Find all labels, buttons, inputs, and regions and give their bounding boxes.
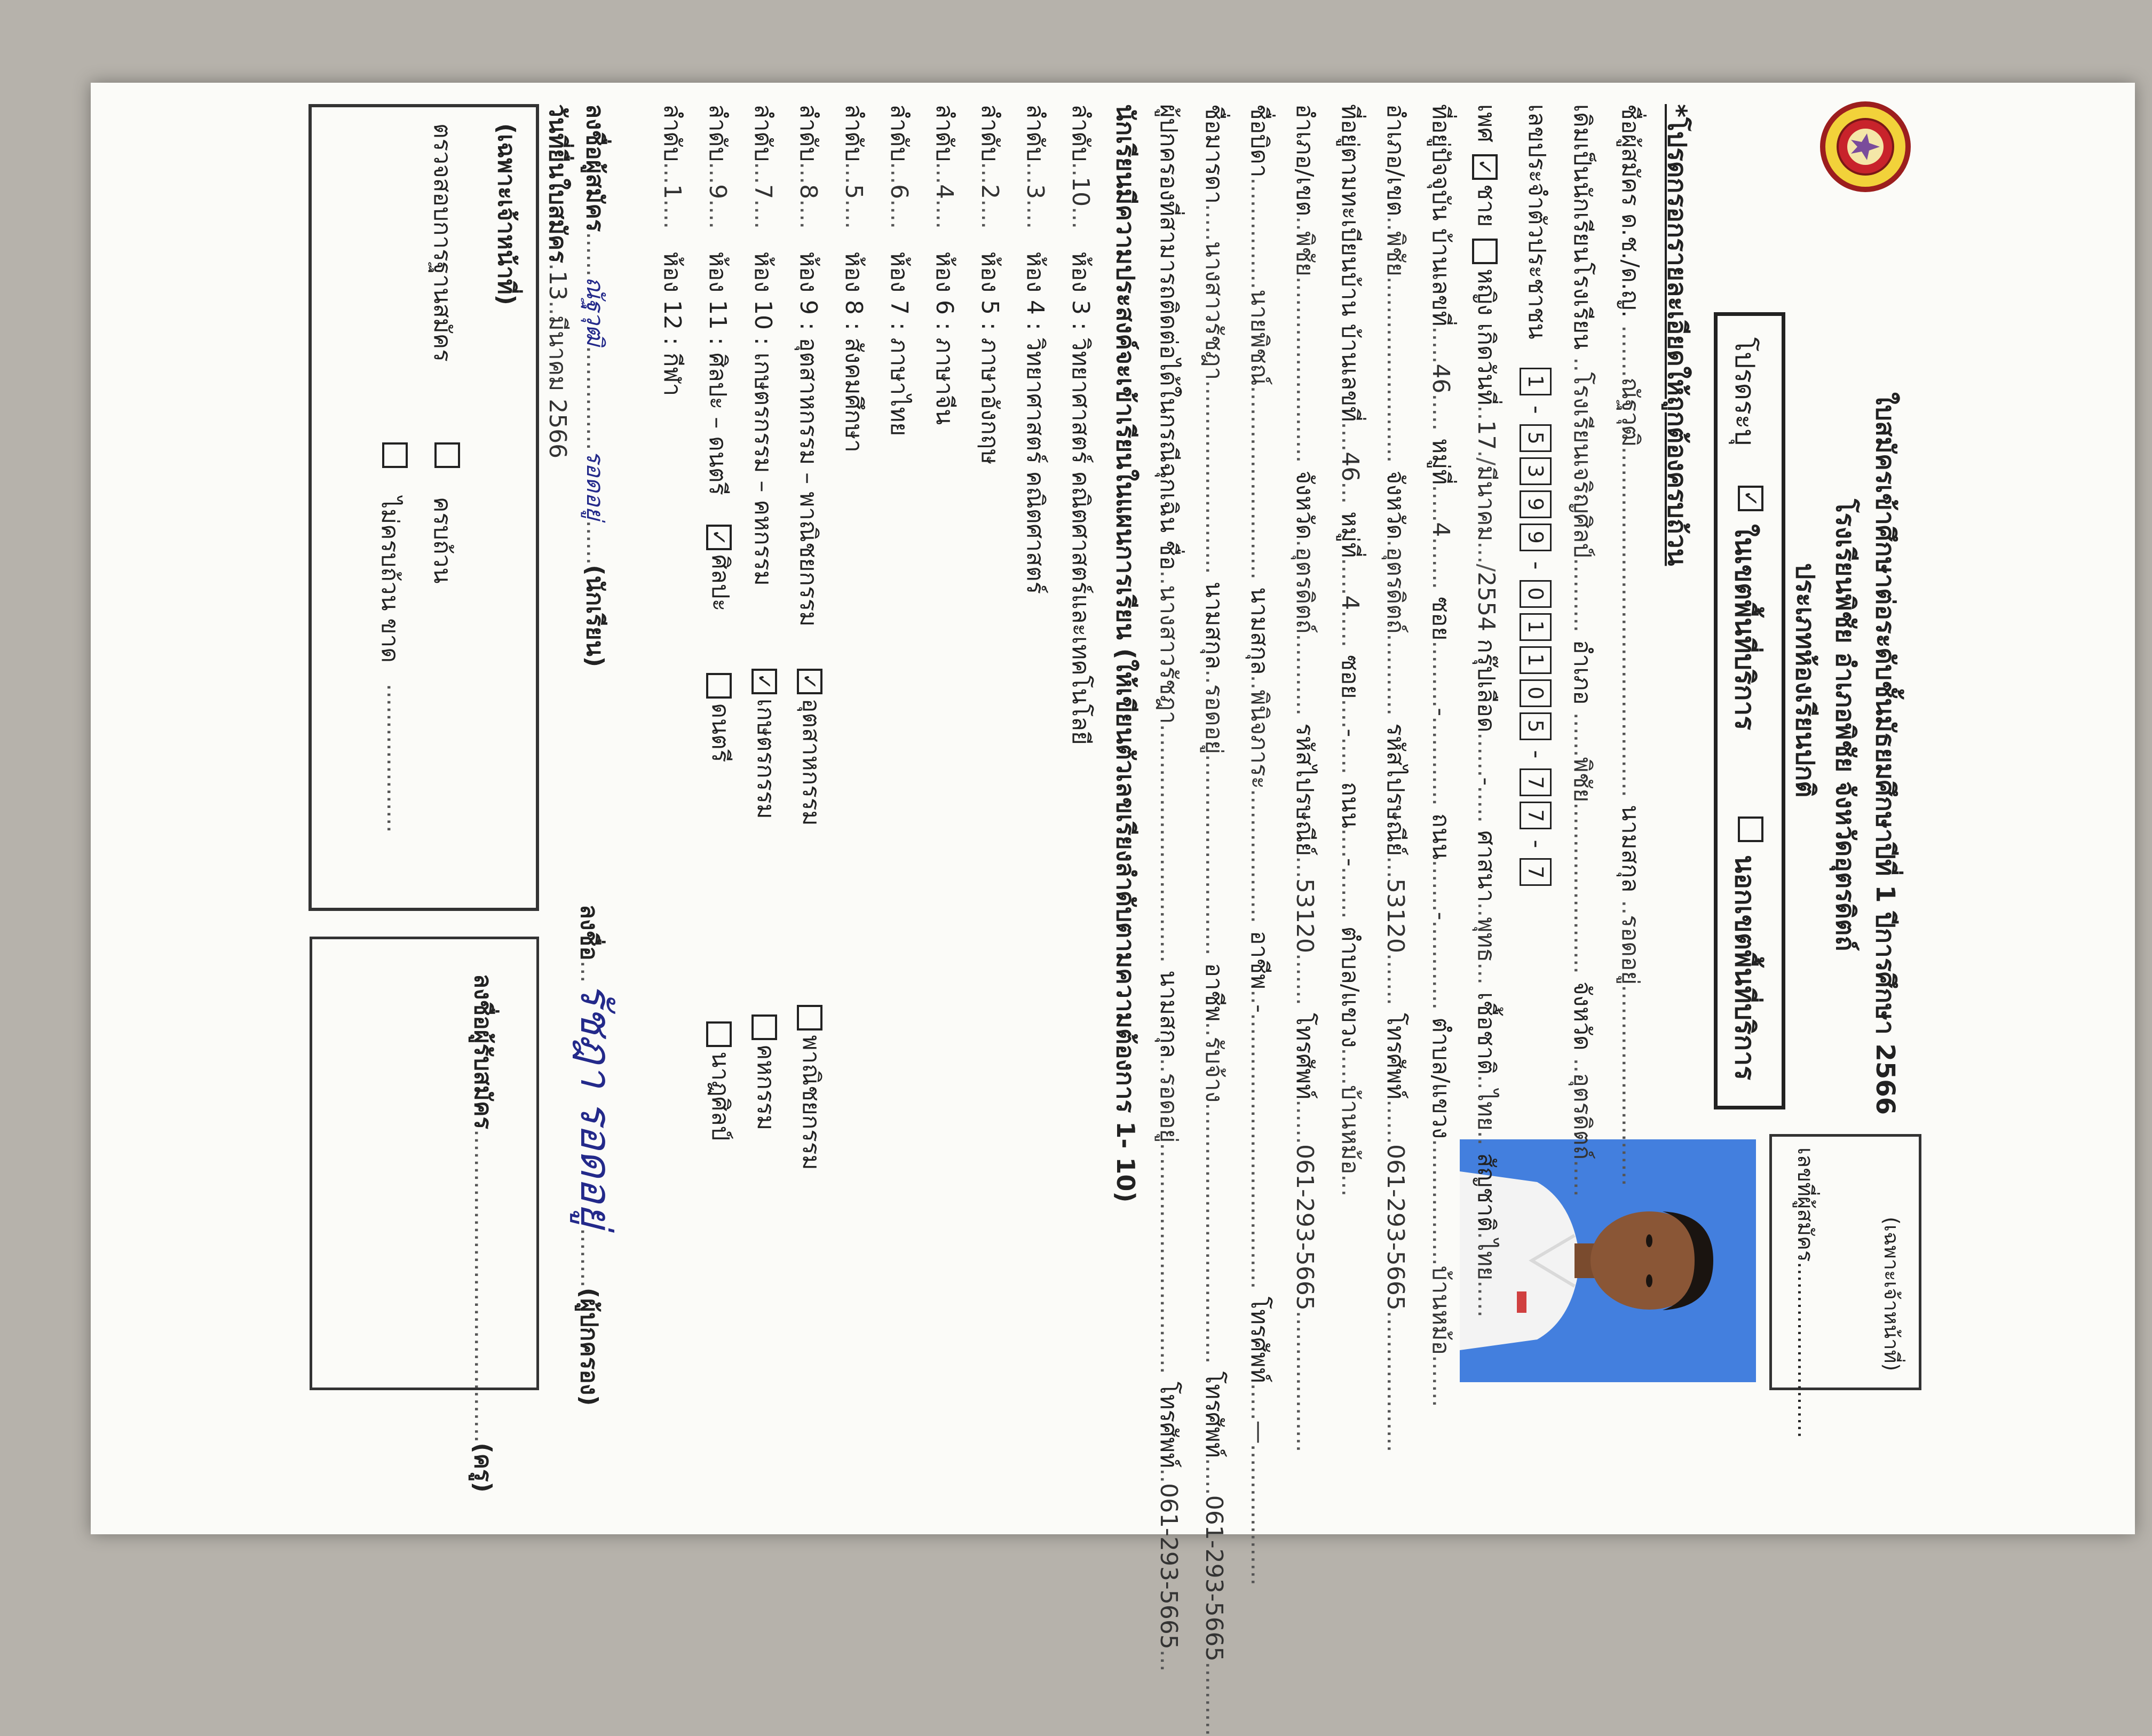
instruction-text: *โปรดกรอกรายละเอียดให้ถูกต้องครบถ้วน (1662, 104, 1692, 566)
reg-soi-label: ซอย (1336, 655, 1364, 699)
guardian-label: ผู้ปกครองที่สามารถติดต่อได้ในกรณีฉุกเฉิน ชื่อ (1155, 104, 1182, 570)
registered-address-row-2: อำเภอ/เขต..พิชัย......................... จังหวัด.อุตรดิตถ์........... รหัสไปรษณีย์...53120....... โทรศัพท์......061-293-5665................... (1291, 104, 1318, 1453)
id-label: เลขประจำตัวประชาชน (1523, 104, 1550, 339)
personal-row: เพศ ✓ชาย หญิง เกิดวันที่..17./มีนาคม.../2554 กรุ๊ปเลือด......-..... ศาสนา..พุทธ... เชื้อชาติ..ไทย.. สัญชาติ.ไทย..... (1473, 104, 1500, 1318)
tambon-label: ตำบล/แขวง (1427, 1017, 1454, 1139)
guardian-role: (ผู้ปกครอง) (575, 1287, 603, 1406)
service-area-prefix: โปรดระบุ (1729, 337, 1760, 446)
school-seal-logo (1820, 101, 1911, 192)
father-name-field[interactable]: นายพิชณ์ (1246, 289, 1273, 386)
birth-year-field[interactable]: 2554 (1473, 572, 1500, 632)
guardian-signature-label: ลงชื่อ (575, 905, 603, 961)
soi-field[interactable]: - (1427, 708, 1454, 717)
form-content (0, 93, 1932, 1736)
race-label: เชื้อชาติ (1473, 992, 1500, 1075)
apply-date-row: วันที่ยื่นใบสมัคร.13..มีนาคม 2566 (544, 104, 571, 459)
receiver-role: (ครู) (469, 1442, 496, 1493)
official-box-title: (เฉพาะเจ้าหน้าที่) (1880, 1217, 1903, 1372)
id-separator: - (1523, 750, 1550, 759)
room-label: ห้อง 7 : ภาษาไทย (885, 251, 913, 437)
nationality-label: สัญชาติ (1473, 1153, 1500, 1232)
mother-occupation-label: อาชีพ (1200, 963, 1228, 1022)
mother-row: ชื่อมารดา.....นางสาวรัชฎา.......................... นามสกุล..รอดอยู่........................... อาชีพ..รับจ้าง................................... โทรศัพท์.....061-293-5665.......... (1200, 104, 1228, 1736)
order-field[interactable]: 4 (931, 184, 958, 200)
receiver-signature-row: ลงชื่อผู้รับสมัคร..........................................(ครู) (469, 974, 496, 1493)
id-digit[interactable]: 3 (1520, 457, 1552, 485)
applicant-signature-row: ลงชื่อผู้สมัคร......ณัฐวุฒิ..............รอดอยู่......(นักเรียน) (581, 104, 608, 667)
id-digit[interactable]: 9 (1520, 490, 1552, 518)
amphoe-label: อำเภอ/เขต (1382, 104, 1409, 217)
father-phone-label: โทรศัพท์ (1246, 1296, 1273, 1383)
name-row: ชื่อผู้สมัคร ด.ช./ด.ญ. .......ณัฐวุฒิ............................................... นามสกุล ..รอดอยู่........................... (1617, 104, 1644, 1186)
reg-road-label: ถนน (1336, 782, 1364, 828)
reg-moo-field[interactable]: 4 (1336, 595, 1364, 611)
guardian-row: ผู้ปกครองที่สามารถติดต่อได้ในกรณีฉุกเฉิน ชื่อ..นางสาวรัชฎา................................ นามสกุล..รอดอยู่............................... โทรศัพท์..061-293-5665... (1155, 104, 1182, 1672)
female-checkbox[interactable] (1472, 239, 1498, 264)
receiver-signature-label: ลงชื่อผู้รับสมัคร (469, 974, 496, 1130)
soi-label: ซอย (1427, 597, 1454, 641)
current-address-row-2: อำเภอ/เขต..พิชัย......................... จังหวัด.อุตรดิตถ์........... รหัสไปรษณีย์...53120....... โทรศัพท์......061-293-5665................... (1382, 104, 1409, 1453)
prev-province-field[interactable]: อุตรดิตถ์ (1569, 1073, 1596, 1160)
industry-label: อุตสาหกรรม (797, 699, 825, 826)
order-field[interactable]: 8 (795, 184, 822, 200)
reg-tambon-label: ตำบล/แขวง (1336, 926, 1364, 1048)
blood-label: กรุ๊ปเลือด (1473, 639, 1500, 733)
male-checkbox[interactable]: ✓ (1472, 154, 1498, 180)
order-label: ลำดับ (840, 104, 867, 162)
application-form-paper (91, 83, 2135, 1736)
sex-label: เพศ (1473, 104, 1500, 142)
father-label: ชื่อบิดา (1246, 104, 1273, 178)
order-label: ลำดับ (976, 104, 1003, 162)
dance-label: นาฏศิลป์ (707, 1051, 734, 1141)
preference-row: ลำดับ...3.... ห้อง 4 : วิทยาศาสตร์ คณิตศาสตร์ (1022, 104, 1049, 594)
order-label: ลำดับ (931, 104, 958, 162)
document-check-label: ตรวจสอบการฐานสมัคร (429, 123, 456, 362)
in-area-label: ในเขตพื้นที่บริการ (1729, 524, 1760, 731)
order-label: ลำดับ (704, 104, 731, 162)
mother-phone-label: โทรศัพท์ (1200, 1371, 1228, 1458)
tambon-field[interactable]: บ้านหม้อ (1427, 1265, 1454, 1355)
school-name: โรงเรียนพิชัย อำเภอพิชัย จังหวัดอุตรดิตถ์ (1830, 499, 1860, 952)
father-occupation-label: อาชีพ (1246, 931, 1273, 990)
reg-soi-field[interactable]: - (1336, 728, 1364, 738)
applicant-role: (นักเรียน) (581, 565, 608, 667)
room-label: ห้อง 10 : เกษตรกรรม – คหกรรม (749, 251, 777, 586)
guardian-surname-label: นามสกุล (1155, 970, 1182, 1058)
complete-checkbox[interactable] (434, 442, 460, 468)
sub-options-room11 (702, 520, 739, 1140)
address-no-field[interactable]: 46 (1427, 363, 1454, 394)
room-label: ห้อง 5 : ภาษาอังกฤษ (976, 251, 1003, 465)
id-separator: - (1523, 561, 1550, 570)
room-label: ห้อง 11 : ศิลปะ – ดนตรี (704, 251, 731, 496)
preference-row: ลำดับ...2.... ห้อง 5 : ภาษาอังกฤษ (976, 104, 1003, 465)
order-field[interactable]: 3 (1022, 184, 1049, 200)
id-digit[interactable]: 7 (1520, 858, 1552, 886)
agriculture-label: เกษตรกรรม (752, 699, 779, 819)
id-separator: - (1523, 405, 1550, 414)
reg-province-field[interactable]: อุตรดิตถ์ (1291, 547, 1318, 634)
mother-name-field[interactable]: นางสาวรัชฎา (1200, 241, 1228, 381)
preference-row: ลำดับ...8.... ห้อง 9 : อุตสาหกรรม – พาณิชยกรรม (795, 104, 822, 627)
surname-field[interactable]: รอดอยู่ (1617, 915, 1644, 985)
guardian-phone-label: โทรศัพท์ (1155, 1381, 1182, 1469)
preference-row: ลำดับ...4.... ห้อง 6 : ภาษาจีน (931, 104, 958, 425)
reg-postcode-field[interactable]: 53120 (1291, 878, 1318, 954)
music-checkbox[interactable] (706, 673, 732, 699)
art-label: ศิลปะ (707, 554, 734, 612)
id-digit[interactable]: 1 (1520, 646, 1552, 674)
reg-amphoe-field[interactable]: พิชัย (1291, 231, 1318, 276)
home-economics-label: คหกรรม (752, 1044, 779, 1131)
prev-province-label: จังหวัด (1569, 981, 1596, 1051)
reg-tambon-field[interactable]: บ้านหม้อ (1336, 1085, 1364, 1175)
service-area-box (1714, 312, 1785, 1109)
missing-items-field[interactable]: .................... (382, 684, 409, 833)
female-label: หญิง (1473, 268, 1500, 316)
nationality-field[interactable]: ไทย (1473, 1239, 1500, 1281)
father-surname-field[interactable]: พินิจภาระ (1246, 689, 1273, 789)
id-digit[interactable]: 5 (1520, 712, 1552, 740)
prev-amphoe-field[interactable]: พิชัย (1569, 757, 1596, 803)
phone-label: โทรศัพท์ (1382, 1012, 1409, 1100)
classroom-type: ประเภทห้องเรียนปกติ (1790, 563, 1820, 798)
religion-field[interactable]: พุทธ (1473, 917, 1500, 963)
province-field[interactable]: อุตรดิตถ์ (1382, 547, 1409, 634)
birth-day-field[interactable]: 17 (1473, 420, 1500, 450)
reg-phone-field[interactable]: 061-293-5665 (1291, 1144, 1318, 1311)
applicant-signature-label: ลงชื่อผู้สมัคร (581, 104, 608, 232)
receiver-box (310, 937, 539, 1390)
preference-row: ลำดับ...5.... ห้อง 8 : สังคมศึกษา (840, 104, 867, 453)
form-title: ใบสมัครเข้าศึกษาต่อระดับชั้นมัธยมศึกษาปีที่ 1 ปีการศึกษา 2566 (1870, 392, 1900, 1115)
father-surname-label: นามสกุล (1246, 587, 1273, 675)
commerce-label: พาณิชยกรรม (797, 1035, 825, 1170)
reg-road-field[interactable]: - (1336, 858, 1364, 867)
applicant-number-field[interactable]: เลขที่ผู้สมัคร.......................... (1793, 1147, 1817, 1438)
order-field[interactable]: 6 (885, 184, 913, 200)
reg-moo-label: หมู่ที่ (1336, 511, 1364, 558)
apply-date-rest: มีนาคม 2566 (544, 315, 571, 459)
complete-label: ครบถ้วน (429, 497, 456, 584)
reg-amphoe-label: อำเภอ/เขต (1291, 104, 1318, 217)
order-label: ลำดับ (1067, 104, 1094, 162)
official-number-box (1769, 1134, 1921, 1438)
id-digit[interactable]: 1 (1520, 368, 1552, 395)
art-checkbox[interactable]: ✓ (706, 525, 732, 550)
id-digit[interactable]: 5 (1520, 424, 1552, 452)
registered-address-row: ที่อยู่ตามทะเบียนบ้าน บ้านเลขที่....46... หมู่ที่.....4..... ซอย....-..... ถนน....-....... ตำบล/แขวง.....บ้านหม้อ... (1336, 104, 1364, 1197)
blood-field[interactable]: - (1473, 777, 1500, 786)
religion-label: ศาสนา (1473, 830, 1500, 902)
moo-field[interactable]: 4 (1427, 522, 1454, 537)
out-area-checkbox[interactable] (1738, 817, 1763, 842)
birth-label: เกิดวันที่ (1473, 323, 1500, 406)
guardian-signature[interactable]: รัชฎา รอดอยู่ (571, 982, 621, 1228)
road-field[interactable]: - (1427, 911, 1454, 921)
id-row (1518, 104, 1556, 889)
room-label: ห้อง 3 : วิทยาศาสตร์ คณิตศาสตร์และเทคโนโลยี (1067, 251, 1094, 745)
music-label: ดนตรี (707, 703, 734, 763)
order-field[interactable]: 10 (1067, 177, 1094, 207)
amphoe-field[interactable]: พิชัย (1382, 231, 1409, 276)
postcode-field[interactable]: 53120 (1382, 878, 1409, 954)
home-economics-checkbox[interactable] (751, 1014, 777, 1040)
preference-row: ลำดับ..10... ห้อง 3 : วิทยาศาสตร์ คณิตศาสตร์และเทคโนโลยี (1067, 104, 1094, 745)
mother-surname-label: นามสกุล (1200, 581, 1228, 670)
guardian-surname-field[interactable]: รอดอยู่ (1155, 1073, 1182, 1143)
prev-amphoe-label: อำเภอ (1569, 640, 1596, 705)
moo-label: หมู่ที่ (1427, 438, 1454, 485)
applicant-signature[interactable]: ณัฐวุฒิ (581, 276, 608, 346)
room-label: ห้อง 9 : อุตสาหกรรม – พาณิชยกรรม (795, 251, 822, 627)
room-label: ห้อง 6 : ภาษาจีน (931, 251, 958, 425)
race-field[interactable]: ไทย (1473, 1089, 1500, 1131)
sub-options-room9 (793, 664, 830, 1170)
id-digit[interactable]: 7 (1520, 802, 1552, 829)
room-label: ห้อง 8 : สังคมศึกษา (840, 251, 867, 453)
office-box-title: (เฉพาะเจ้าหน้าที่) (493, 123, 520, 305)
preference-row: ลำดับ...9.... ห้อง 11 : ศิลปะ – ดนตรี (704, 104, 731, 496)
mother-surname-field[interactable]: รอดอยู่ (1200, 684, 1228, 754)
guardian-name-field[interactable]: นางสาวรัชฎา (1155, 585, 1182, 724)
current-address-row: ที่อยู่ปัจจุบัน บ้านเลขที่.....46..... หมู่ที่.....4....... ซอย.........-............ ถนน.......-............ ตำบล/แขวง.................บ้านหม้อ....... (1427, 104, 1454, 1407)
guardian-phone-field[interactable]: 061-293-5665 (1155, 1483, 1182, 1650)
father-phone-field[interactable]: — (1246, 1420, 1273, 1444)
order-label: ลำดับ (1022, 104, 1049, 162)
commerce-checkbox[interactable] (797, 1005, 822, 1030)
reg-postcode-label: รหัสไปรษณีย์ (1291, 723, 1318, 857)
order-field[interactable]: 1 (659, 184, 686, 200)
incomplete-checkbox[interactable] (382, 442, 408, 468)
room-label: ห้อง 4 : วิทยาศาสตร์ คณิตศาสตร์ (1022, 251, 1049, 594)
province-label: จังหวัด (1382, 470, 1409, 540)
mother-occupation-field[interactable]: รับจ้าง (1200, 1036, 1228, 1103)
office-use-box (308, 104, 539, 911)
id-digit[interactable]: 9 (1520, 524, 1552, 551)
address-label: ที่อยู่ปัจจุบัน บ้านเลขที่ (1427, 104, 1454, 327)
birth-month-field[interactable]: มีนาคม (1473, 465, 1500, 542)
id-digit[interactable]: 1 (1520, 613, 1552, 641)
reg-address-no-field[interactable]: 46 (1336, 451, 1364, 482)
id-separator: - (1523, 839, 1550, 849)
reg-address-label: ที่อยู่ตามทะเบียนบ้าน บ้านเลขที่ (1336, 104, 1364, 422)
reg-phone-label: โทรศัพท์ (1291, 1012, 1318, 1100)
prev-school-label: เดิมเป็นนักเรียนโรงเรียน (1569, 104, 1596, 350)
order-field[interactable]: 9 (704, 184, 731, 200)
mother-phone-field[interactable]: 061-293-5665 (1200, 1495, 1228, 1662)
room-label: ห้อง 12 : กีฬา (659, 251, 686, 397)
preference-row: ลำดับ...1.... ห้อง 12 : กีฬา (659, 104, 686, 397)
id-digit[interactable]: 0 (1520, 679, 1552, 707)
preference-row: ลำดับ...7.... ห้อง 10 : เกษตรกรรม – คหกรรม (749, 104, 777, 586)
sub-options-room10 (747, 664, 785, 1130)
order-label: ลำดับ (795, 104, 822, 162)
agriculture-checkbox[interactable]: ✓ (751, 669, 777, 694)
in-area-checkbox[interactable]: ✓ (1738, 486, 1763, 511)
dance-checkbox[interactable] (706, 1021, 732, 1047)
prev-school-field[interactable]: โรงเรียนเจริญศิลป์ (1569, 372, 1596, 558)
applicant-signature-surname[interactable]: รอดอยู่ (581, 450, 608, 520)
reg-province-label: จังหวัด (1291, 470, 1318, 540)
phone-field[interactable]: 061-293-5665 (1382, 1144, 1409, 1311)
id-digit[interactable]: 0 (1520, 580, 1552, 608)
postcode-label: รหัสไปรษณีย์ (1382, 723, 1409, 857)
apply-date-day[interactable]: 13 (544, 271, 571, 300)
father-row: ชื่อบิดา...............นายพิชณ์.......................... นามสกุล..พินิจภาระ.................. อาชีพ..-..................................... โทรศัพท์.....—................... (1246, 104, 1273, 1586)
out-area-label: นอกเขตพื้นที่บริการ (1729, 855, 1760, 1081)
industry-checkbox[interactable]: ✓ (797, 669, 822, 694)
order-label: ลำดับ (659, 104, 686, 162)
id-digit[interactable]: 7 (1520, 768, 1552, 796)
preference-heading: นักเรียนมีความประสงค์จะเข้าเรียนในแผนการเรียน (ให้เขียนตัวเลขเรียงลำดับตามความต้องการ 1- 10) (1111, 104, 1140, 1203)
mother-label: ชื่อมารดา (1200, 104, 1228, 204)
order-label: ลำดับ (885, 104, 913, 162)
surname-label: นามสกุล (1617, 805, 1644, 893)
order-field[interactable]: 2 (976, 184, 1003, 200)
name-label: ชื่อผู้สมัคร ด.ช./ด.ญ. (1617, 104, 1644, 318)
father-occupation-field[interactable]: - (1246, 1004, 1273, 1013)
incomplete-label: ไม่ครบถ้วน ขาด (376, 497, 404, 663)
guardian-signature-row: ลงชื่อ...รัชฎา รอดอยู่........(ผู้ปกครอง) (571, 905, 621, 1406)
preference-row: ลำดับ...6.... ห้อง 7 : ภาษาไทย (885, 104, 913, 437)
name-field[interactable]: ณัฐวุฒิ (1617, 377, 1644, 447)
prev-school-row: เดิมเป็นนักเรียนโรงเรียน ..โรงเรียนเจริญศิลป์.......... อำเภอ ......พิชัย....................... จังหวัด ..อุตรดิตถ์..... (1569, 104, 1596, 1197)
order-field[interactable]: 5 (840, 184, 867, 200)
order-field[interactable]: 7 (749, 184, 777, 200)
male-label: ชาย (1473, 184, 1500, 227)
apply-date-label: วันที่ยื่นใบสมัคร (544, 104, 571, 263)
road-label: ถนน (1427, 813, 1454, 860)
order-label: ลำดับ (749, 104, 777, 162)
